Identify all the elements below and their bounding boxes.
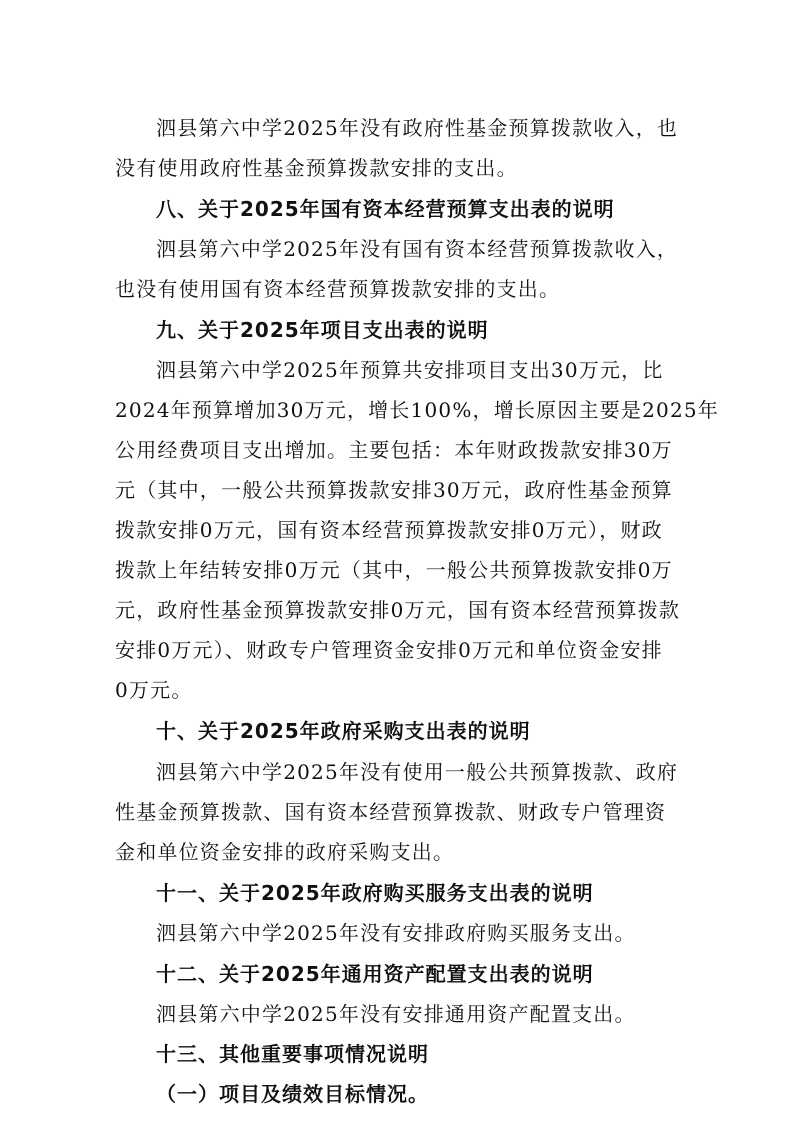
section-heading: 九、关于2025年项目支出表的说明 xyxy=(156,318,489,342)
paragraph-line: 2024年预算增加30万元，增长100%，增长原因主要是2025年 xyxy=(115,398,720,422)
paragraph-line: 泗县第六中学2025年没有国有资本经营预算拨款收入， xyxy=(156,237,679,261)
section-heading: 十二、关于2025年通用资产配置支出表的说明 xyxy=(156,962,594,986)
paragraph-line: 泗县第六中学2025年没有使用一般公共预算拨款、政府 xyxy=(156,760,679,784)
paragraph-line: 泗县第六中学2025年没有安排政府购买服务支出。 xyxy=(156,921,636,945)
paragraph-line: 泗县第六中学2025年预算共安排项目支出30万元，比 xyxy=(156,358,664,382)
paragraph-line: 性基金预算拨款、国有资本经营预算拨款、财政专户管理资 xyxy=(115,800,667,824)
paragraph-line: 公用经费项目支出增加。主要包括：本年财政拨款安排30万 xyxy=(115,438,673,462)
paragraph-line: 泗县第六中学2025年没有安排通用资产配置支出。 xyxy=(156,1002,636,1026)
section-heading: 十一、关于2025年政府购买服务支出表的说明 xyxy=(156,881,594,905)
paragraph-line: 0万元。 xyxy=(115,678,193,702)
paragraph-line: 没有使用政府性基金预算拨款安排的支出。 xyxy=(115,156,518,180)
paragraph-line: 拨款上年结转安排0万元（其中，一般公共预算拨款安排0万 xyxy=(115,558,673,582)
paragraph-line: 元（其中，一般公共预算拨款安排30万元，政府性基金预算 xyxy=(115,478,673,502)
section-heading: 十三、其他重要事项情况说明 xyxy=(156,1042,429,1066)
paragraph-line: 金和单位资金安排的政府采购支出。 xyxy=(115,840,455,864)
paragraph-line: 拨款安排0万元，国有资本经营预算拨款安排0万元），财政 xyxy=(115,518,663,542)
paragraph-line: 元，政府性基金预算拨款安排0万元，国有资本经营预算拨款 xyxy=(115,598,681,622)
section-heading: 八、关于2025年国有资本经营预算支出表的说明 xyxy=(156,197,615,221)
subsection-heading: （一）项目及绩效目标情况。 xyxy=(156,1082,429,1106)
paragraph-line: 泗县第六中学2025年没有政府性基金预算拨款收入，也 xyxy=(156,116,679,140)
section-heading: 十、关于2025年政府采购支出表的说明 xyxy=(156,719,531,743)
paragraph-line: 也没有使用国有资本经营预算拨款安排的支出。 xyxy=(115,277,561,301)
paragraph-line: 安排0万元）、财政专户管理资金安排0万元和单位资金安排 xyxy=(115,638,663,662)
